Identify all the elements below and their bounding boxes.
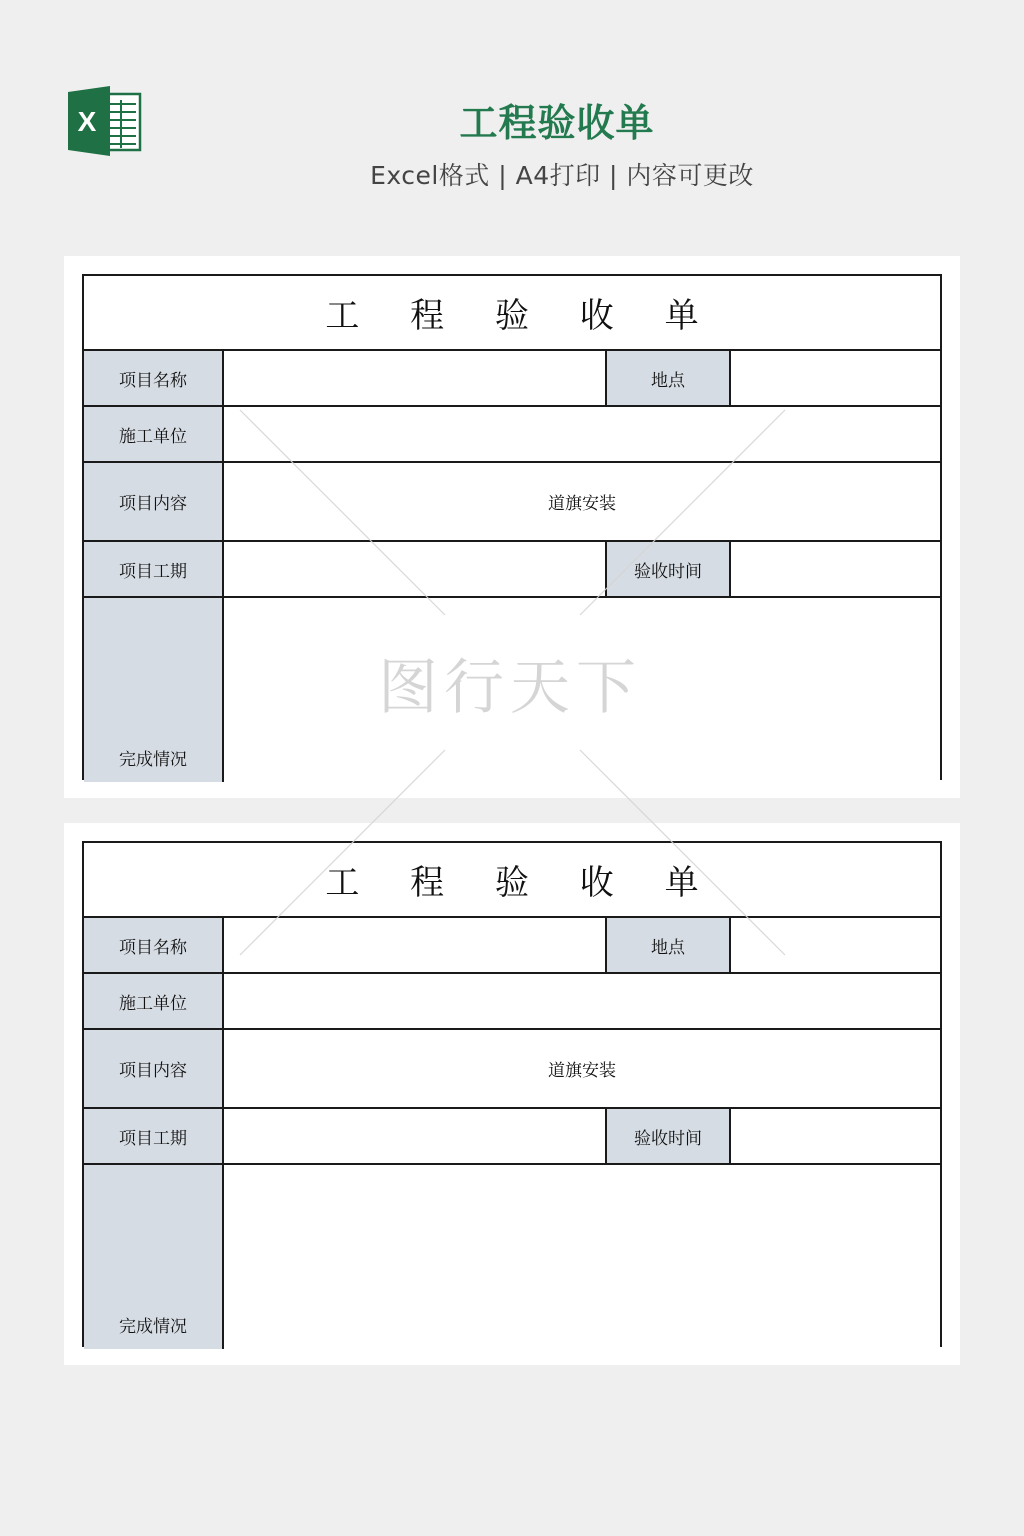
page-title: 工程验收单 [459, 101, 655, 145]
acceptance-time-field[interactable] [731, 542, 940, 598]
completion-label: 完成情况 [84, 598, 224, 782]
excel-icon-letter: X [77, 106, 97, 137]
content-field[interactable]: 道旗安装 [224, 1030, 940, 1109]
project-name-label: 项目名称 [84, 918, 224, 974]
page-subtitle: Excel格式 | A4打印 | 内容可更改 [370, 161, 754, 190]
acceptance-time-label: 验收时间 [607, 542, 731, 598]
acceptance-time-field[interactable] [731, 1109, 940, 1165]
content-field[interactable]: 道旗安装 [224, 463, 940, 542]
project-name-field[interactable] [224, 351, 607, 407]
content-label: 项目内容 [84, 463, 224, 542]
period-field[interactable] [224, 1109, 607, 1165]
form-title: 工 程 验 收 单 [84, 843, 940, 918]
contractor-field[interactable] [224, 407, 940, 463]
completion-label: 完成情况 [84, 1165, 224, 1349]
period-label: 项目工期 [84, 542, 224, 598]
completion-field[interactable] [224, 1165, 940, 1349]
completion-field[interactable] [224, 598, 940, 782]
form-sheet [64, 823, 960, 1365]
content-label: 项目内容 [84, 1030, 224, 1109]
period-label: 项目工期 [84, 1109, 224, 1165]
contractor-label: 施工单位 [84, 407, 224, 463]
project-name-field[interactable] [224, 918, 607, 974]
acceptance-form [82, 274, 942, 780]
project-name-label: 项目名称 [84, 351, 224, 407]
acceptance-form [82, 841, 942, 1347]
form-sheet [64, 256, 960, 798]
location-field[interactable] [731, 918, 940, 974]
acceptance-time-label: 验收时间 [607, 1109, 731, 1165]
watermark-text: 图行天下 [378, 653, 642, 723]
contractor-field[interactable] [224, 974, 940, 1030]
form-title: 工 程 验 收 单 [84, 276, 940, 351]
location-label: 地点 [607, 351, 731, 407]
location-field[interactable] [731, 351, 940, 407]
contractor-label: 施工单位 [84, 974, 224, 1030]
location-label: 地点 [607, 918, 731, 974]
period-field[interactable] [224, 542, 607, 598]
